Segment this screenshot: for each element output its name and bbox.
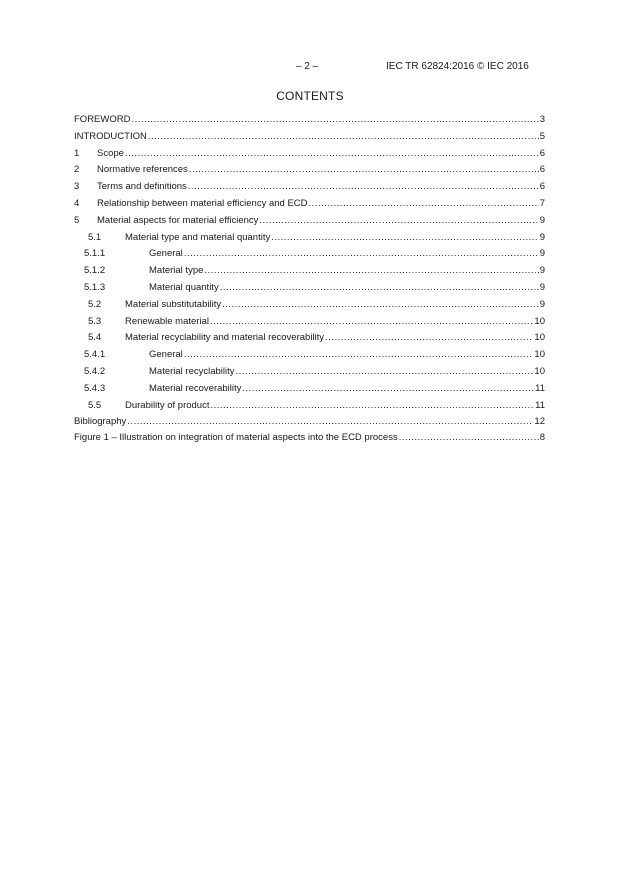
toc-entry[interactable] (74, 248, 545, 265)
toc-entry-label: Material type and material quantity (125, 231, 271, 243)
toc-entry-page: 9 (539, 265, 545, 277)
toc-entry-number: 4 (74, 197, 80, 209)
dot-leader (188, 181, 539, 192)
toc-entry[interactable] (74, 383, 545, 400)
toc-entry-label: Renewable material (125, 315, 209, 327)
toc-entry-label: Figure 1 – Illustration on integration of material aspects into the ECD process (74, 432, 398, 443)
list-of-figures (74, 432, 545, 449)
toc-entry-number: 5.1 (88, 231, 102, 243)
dot-leader (184, 248, 539, 259)
toc-entry-page: 9 (539, 248, 545, 260)
toc-entry-page: 6 (539, 164, 545, 176)
dot-leader (131, 114, 538, 125)
toc-entry-number: 5.4 (88, 332, 102, 344)
toc-entry-label: Bibliography (74, 416, 127, 428)
toc-entry-page: 8 (539, 432, 545, 443)
toc-entry-page: 11 (535, 399, 545, 411)
toc-entry[interactable] (74, 349, 545, 366)
toc-entry-label: Scope (97, 147, 124, 159)
dot-leader (127, 416, 533, 427)
toc-entry-number: 5.1.2 (84, 265, 106, 277)
toc-entry[interactable] (74, 416, 545, 433)
toc-entry-label: Normative references (97, 164, 188, 176)
toc-entry-number: 5.4.1 (84, 349, 106, 361)
toc-entry-number: 2 (74, 164, 80, 176)
toc-entry-label: Material quantity (149, 281, 219, 293)
toc-entry[interactable] (74, 400, 545, 417)
toc-entry-number: 5.4.3 (84, 382, 106, 394)
toc-entry-number: 5.4.2 (84, 365, 106, 377)
toc-entry-page: 7 (539, 197, 545, 209)
toc-entry-page: 10 (534, 349, 545, 361)
dot-leader (125, 148, 539, 159)
dot-leader (399, 432, 539, 443)
toc-entry[interactable] (74, 181, 545, 198)
toc-entry-label: Material type (149, 265, 204, 277)
toc-entry-page: 11 (535, 382, 545, 394)
contents-title: CONTENTS (276, 89, 344, 103)
toc-entry[interactable] (74, 232, 545, 249)
dot-leader (325, 332, 533, 343)
toc-entry[interactable] (74, 131, 545, 148)
dot-leader (204, 265, 538, 276)
toc-entry-page: 9 (539, 231, 545, 243)
toc-entry[interactable] (74, 215, 545, 232)
page-header (0, 61, 620, 75)
toc-entry[interactable] (74, 332, 545, 349)
toc-entry-label: General (149, 248, 183, 260)
figure-entry[interactable] (74, 432, 545, 449)
dot-leader (309, 198, 539, 209)
toc-entry-label: Terms and definitions (97, 181, 187, 193)
toc-entry-page: 10 (534, 365, 545, 377)
toc-entry-page: 5 (539, 130, 545, 142)
toc-entry[interactable] (74, 148, 545, 165)
dot-leader (210, 400, 534, 411)
dot-leader (148, 131, 539, 142)
toc-entry-page: 9 (539, 298, 545, 310)
toc-entry-label: INTRODUCTION (74, 130, 147, 142)
toc-entry[interactable] (74, 299, 545, 316)
toc-entry-page: 3 (539, 114, 545, 125)
toc-entry-page: 9 (539, 281, 545, 293)
toc-entry-label: Material recoverability (149, 382, 242, 394)
toc-entry-number: 5.3 (88, 315, 102, 327)
toc-entry-number: 5.1.1 (84, 248, 106, 260)
toc-entry[interactable] (74, 265, 545, 282)
toc-entry[interactable] (74, 114, 545, 131)
dot-leader (222, 299, 539, 310)
toc-entry-label: Material recyclability (149, 365, 235, 377)
toc-entry-number: 3 (74, 181, 80, 193)
toc-entry-page: 6 (539, 147, 545, 159)
toc-entry-page: 10 (534, 315, 545, 327)
toc-entry[interactable] (74, 316, 545, 333)
toc-entry-number: 5.5 (88, 399, 102, 411)
toc-entry-page: 10 (534, 332, 545, 344)
toc-entry-page: 12 (534, 416, 545, 428)
dot-leader (220, 282, 539, 293)
toc-entry[interactable] (74, 164, 545, 181)
dot-leader (236, 366, 534, 377)
toc-entry-label: General (149, 349, 183, 361)
dot-leader (210, 316, 533, 327)
toc-entry[interactable] (74, 282, 545, 299)
table-of-contents (74, 114, 545, 433)
toc-entry-number: 5.2 (88, 298, 102, 310)
page-number: – 2 – (296, 61, 319, 72)
toc-entry[interactable] (74, 366, 545, 383)
toc-entry-number: 1 (74, 147, 80, 159)
toc-entry-label: Material aspects for material efficiency (97, 214, 259, 226)
toc-entry-label: Material recyclability and material recoverability (125, 332, 325, 344)
toc-entry-label: Material substitutability (125, 298, 222, 310)
dot-leader (184, 349, 534, 360)
dot-leader (189, 164, 539, 175)
toc-entry-page: 6 (539, 181, 545, 193)
dot-leader (242, 383, 534, 394)
toc-entry-number: 5.1.3 (84, 281, 106, 293)
toc-entry[interactable] (74, 198, 545, 215)
dot-leader (271, 232, 538, 243)
toc-entry-page: 9 (539, 214, 545, 226)
toc-entry-label: Relationship between material efficiency and ECD (97, 197, 308, 209)
toc-entry-label: Durability of product (125, 399, 210, 411)
document-reference: IEC TR 62824:2016 © IEC 2016 (386, 61, 529, 72)
dot-leader (259, 215, 538, 226)
toc-entry-number: 5 (74, 214, 80, 226)
toc-entry-label: FOREWORD (74, 114, 131, 125)
